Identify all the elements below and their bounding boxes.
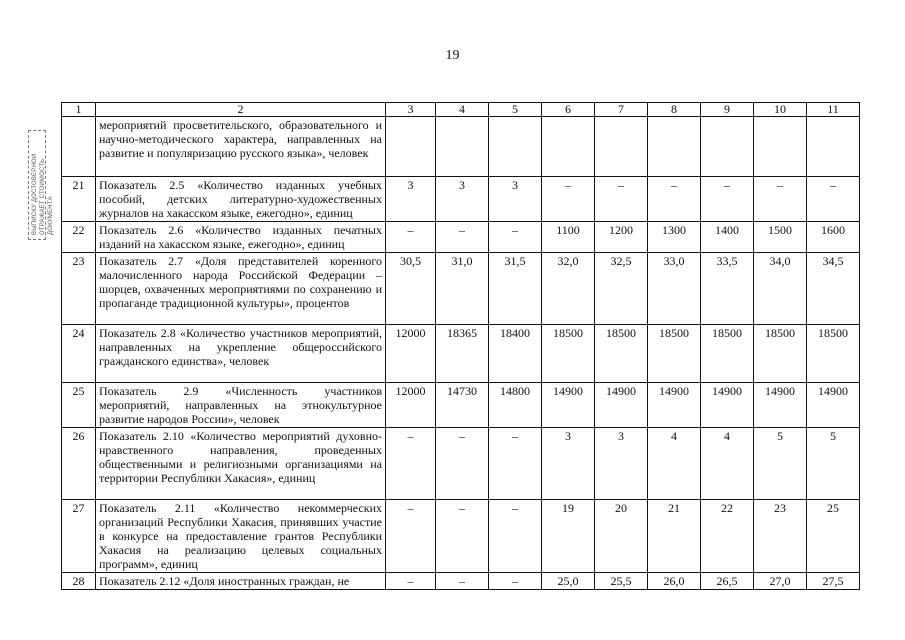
value-cell: – — [489, 428, 542, 500]
indicator-description: Показатель 2.8 «Количество участников мероприятий, направленных на укрепление общероссийского гражданского единства», человек — [96, 325, 386, 383]
value-cell: 5 — [754, 428, 807, 500]
value-cell: – — [386, 573, 436, 590]
header-cell: 6 — [542, 103, 595, 117]
value-cell: – — [489, 573, 542, 590]
value-cell — [701, 117, 754, 177]
table-row — [62, 222, 860, 253]
value-cell: 14900 — [595, 383, 648, 428]
table-row — [62, 500, 860, 573]
row-number: 27 — [62, 500, 96, 573]
header-cell: 9 — [701, 103, 754, 117]
value-cell: 1200 — [595, 222, 648, 253]
value-cell: 18500 — [701, 325, 754, 383]
value-cell: 4 — [701, 428, 754, 500]
value-cell: 18500 — [542, 325, 595, 383]
header-cell: 10 — [754, 103, 807, 117]
table-row — [62, 177, 860, 222]
value-cell: 18500 — [754, 325, 807, 383]
value-cell: 14800 — [489, 383, 542, 428]
indicator-description: Показатель 2.5 «Количество изданных учебных пособий, детских литературно-художественных журналов на хакасском языке, ежегодно», единиц — [96, 177, 386, 222]
page-number: 19 — [445, 48, 460, 63]
value-cell: 18365 — [436, 325, 489, 383]
value-cell: – — [489, 222, 542, 253]
indicator-description: Показатель 2.7 «Доля представителей коренного малочисленного народа Российской Федерации – шорцев, охваченных мероприятиями по сохранению и пропаганде традиционной культуры», процентов — [96, 253, 386, 325]
row-number: 24 — [62, 325, 96, 383]
row-number: 22 — [62, 222, 96, 253]
indicators-table — [61, 102, 860, 590]
value-cell — [436, 117, 489, 177]
value-cell — [754, 117, 807, 177]
value-cell: 22 — [701, 500, 754, 573]
value-cell: 14900 — [754, 383, 807, 428]
value-cell: 18400 — [489, 325, 542, 383]
header-cell: 4 — [436, 103, 489, 117]
value-cell: 3 — [595, 428, 648, 500]
value-cell: 27,0 — [754, 573, 807, 590]
value-cell: – — [595, 177, 648, 222]
header-cell: 2 — [96, 103, 386, 117]
value-cell: 1500 — [754, 222, 807, 253]
value-cell: – — [754, 177, 807, 222]
row-number: 23 — [62, 253, 96, 325]
value-cell: 33,0 — [648, 253, 701, 325]
value-cell: 3 — [386, 177, 436, 222]
value-cell: 25,0 — [542, 573, 595, 590]
value-cell: – — [386, 222, 436, 253]
table-body — [62, 117, 860, 590]
value-cell: 1600 — [807, 222, 860, 253]
header-cell: 3 — [386, 103, 436, 117]
side-stamp-text: ВЫПИСКУ ДОСТОВЕРНОЙ ОТРАЖАЕТ СТОИМОСТЬ ДОКУМЕНТА — [32, 153, 54, 235]
value-cell: 33,5 — [701, 253, 754, 325]
header-cell: 7 — [595, 103, 648, 117]
header-cell: 1 — [62, 103, 96, 117]
value-cell: 14730 — [436, 383, 489, 428]
value-cell: – — [542, 177, 595, 222]
value-cell — [542, 117, 595, 177]
table-row — [62, 383, 860, 428]
indicator-description: Показатель 2.6 «Количество изданных печатных изданий на хакасском языке, ежегодно», единиц — [96, 222, 386, 253]
table-row — [62, 428, 860, 500]
value-cell: 4 — [648, 428, 701, 500]
value-cell — [807, 117, 860, 177]
value-cell: 32,5 — [595, 253, 648, 325]
value-cell: 18500 — [807, 325, 860, 383]
value-cell: – — [648, 177, 701, 222]
row-number: 28 — [62, 573, 96, 590]
value-cell: 5 — [807, 428, 860, 500]
row-number — [62, 117, 96, 177]
value-cell: 1100 — [542, 222, 595, 253]
value-cell: 31,0 — [436, 253, 489, 325]
value-cell: 32,0 — [542, 253, 595, 325]
value-cell: – — [436, 573, 489, 590]
row-number: 26 — [62, 428, 96, 500]
value-cell: 31,5 — [489, 253, 542, 325]
value-cell: 1400 — [701, 222, 754, 253]
table-row — [62, 325, 860, 383]
value-cell: – — [489, 500, 542, 573]
indicator-description: Показатель 2.9 «Численность участников мероприятий, направленных на этнокультурное развитие народов России», человек — [96, 383, 386, 428]
value-cell: 26,0 — [648, 573, 701, 590]
indicator-description: Показатель 2.10 «Количество мероприятий духовно-нравственного направления, проведенных общественными и религиозными организациями на территории Республики Хакасия», единиц — [96, 428, 386, 500]
header-cell: 8 — [648, 103, 701, 117]
row-number: 21 — [62, 177, 96, 222]
value-cell — [648, 117, 701, 177]
value-cell: 23 — [754, 500, 807, 573]
value-cell: 18500 — [595, 325, 648, 383]
value-cell: 26,5 — [701, 573, 754, 590]
value-cell: 25 — [807, 500, 860, 573]
value-cell: – — [436, 500, 489, 573]
value-cell: 27,5 — [807, 573, 860, 590]
value-cell: – — [386, 428, 436, 500]
value-cell: – — [807, 177, 860, 222]
table-row — [62, 253, 860, 325]
table-row — [62, 117, 860, 177]
indicator-description: Показатель 2.12 «Доля иностранных граждан, не — [96, 573, 386, 590]
value-cell: 21 — [648, 500, 701, 573]
value-cell: 3 — [489, 177, 542, 222]
value-cell — [386, 117, 436, 177]
value-cell: 14900 — [648, 383, 701, 428]
indicator-description: мероприятий просветительского, образовательного и научно-методического характера, направленных на развитие и популяризацию русского языка», человек — [96, 117, 386, 177]
value-cell: – — [386, 500, 436, 573]
header-cell: 5 — [489, 103, 542, 117]
value-cell — [595, 117, 648, 177]
value-cell: 3 — [436, 177, 489, 222]
value-cell — [489, 117, 542, 177]
value-cell: 34,0 — [754, 253, 807, 325]
value-cell: – — [436, 428, 489, 500]
value-cell: 25,5 — [595, 573, 648, 590]
value-cell: 12000 — [386, 325, 436, 383]
value-cell: 30,5 — [386, 253, 436, 325]
value-cell: – — [436, 222, 489, 253]
value-cell: 1300 — [648, 222, 701, 253]
header-row — [62, 103, 860, 117]
row-number: 25 — [62, 383, 96, 428]
value-cell: 19 — [542, 500, 595, 573]
value-cell: 3 — [542, 428, 595, 500]
table-row — [62, 573, 860, 590]
value-cell: 18500 — [648, 325, 701, 383]
header-cell: 11 — [807, 103, 860, 117]
side-stamp — [28, 130, 54, 240]
value-cell: 14900 — [807, 383, 860, 428]
value-cell: 14900 — [542, 383, 595, 428]
value-cell: 34,5 — [807, 253, 860, 325]
value-cell: 12000 — [386, 383, 436, 428]
indicator-description: Показатель 2.11 «Количество некоммерческих организаций Республики Хакасия, принявших участие в конкурсе на предоставление грантов Республики Хакасия на реализацию целевых социальных программ», единиц — [96, 500, 386, 573]
value-cell: 20 — [595, 500, 648, 573]
value-cell: 14900 — [701, 383, 754, 428]
value-cell: – — [701, 177, 754, 222]
